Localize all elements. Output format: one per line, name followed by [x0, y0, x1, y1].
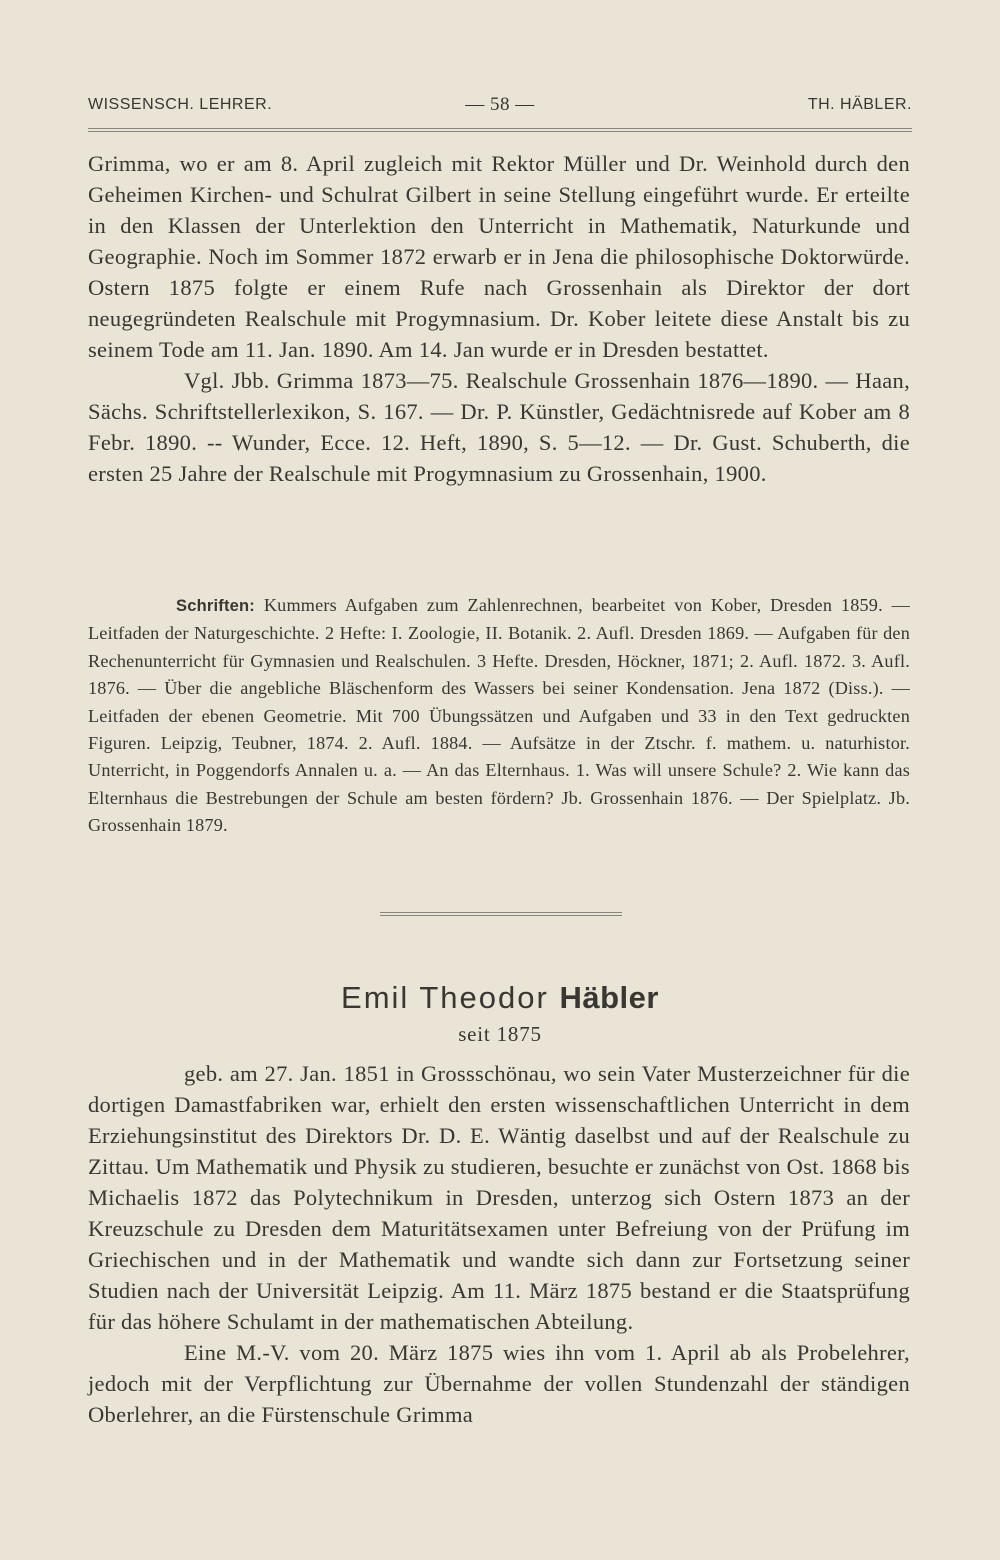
header-right: TH. HÄBLER. — [807, 96, 912, 113]
section-subtitle: seit 1875 — [458, 1022, 542, 1046]
section-divider — [380, 912, 622, 916]
haebler-paragraph-1: geb. am 27. Jan. 1851 in Grossschönau, wo sein Vater Musterzeichner für die dortigen Damastfabriken war, erhielt den ersten wissenschaftlichen Unterricht in dem Erziehungsinstitut des Direktors Dr. D. E. Wäntig daselbst und auf der Realschule zu Zittau. Um Mathematik und Physik zu studieren, besuchte er zunächst von Ost. 1868 bis Michaelis 1872 das Polytechnikum in Dresden, unterzog sich Ostern 1873 an der Kreuzschule zu Dresden dem Maturitätsexamen unter Befreiung von der Prüfung im Griechischen und in der Mathematik und wandte sich dann zur Fortsetzung seiner Studien nach der Universität Leipzig. Am 11. März 1875 bestand er die Staatsprüfung für das höhere Schulamt in der mathematischen Abteilung. — [88, 1061, 910, 1334]
kober-biography — [88, 148, 910, 489]
haebler-paragraph-2: Eine M.-V. vom 20. März 1875 wies ihn vom 1. April ab als Probelehrer, jedoch mit der Verpflichtung zur Übernahme der vollen Stundenzahl der ständigen Oberlehrer, an die Fürstenschule Grimma — [88, 1340, 910, 1427]
header-left: WISSENSCH. LEHRER. — [88, 96, 273, 113]
header-rule — [88, 128, 912, 132]
haebler-biography — [88, 1058, 910, 1430]
page-number: — 58 — — [465, 94, 535, 115]
title-given-names: Emil Theodor — [341, 980, 549, 1015]
schriften-label: Schriften: — [176, 597, 256, 615]
schriften-text: Kummers Aufgaben zum Zahlenrechnen, bearbeitet von Kober, Dresden 1859. — Leitfaden der Naturgeschichte. 2 Hefte: I. Zoologie, II. Botanik. 2. Aufl. Dresden 1869. — Aufgaben für den Rechenunterricht für Gymnasien und Realschulen. 3 Hefte. Dresden, Höckner, 1871; 2. Aufl. 1872. 3. Aufl. 1876. — Über die angebliche Bläschenform des Wassers bei seiner Kondensation. Jena 1872 (Diss.). — Leitfaden der ebenen Geometrie. Mit 700 Übungssätzen und Aufgaben und 33 in den Text gedruckten Figuren. Leipzig, Teubner, 1874. 2. Aufl. 1884. — Aufsätze in der Ztschr. f. mathem. u. naturhistor. Unterricht, in Poggendorfs Annalen u. a. — An das Elternhaus. 1. Was will unsere Schule? 2. Wie kann das Elternhaus die Bestrebungen der Schule am besten fördern? Jb. Grossenhain 1876. — Der Spielplatz. Jb. Grossenhain 1879. — [88, 595, 910, 836]
running-header — [88, 96, 912, 126]
kober-writings — [88, 592, 910, 840]
kober-paragraph-1: Grimma, wo er am 8. April zugleich mit Rektor Müller und Dr. Weinhold durch den Geheimen Kirchen- und Schulrat Gilbert in seine Stellung eingeführt wurde. Er erteilte in den Klassen der Unterlektion den Unterricht in Mathematik, Naturkunde und Geographie. Noch im Sommer 1872 erwarb er in Jena die philosophische Doktorwürde. Ostern 1875 folgte er einem Rufe nach Grossenhain als Direktor der dort neugegründeten Realschule mit Progymnasium. Dr. Kober leitete diese Anstalt bis zu seinem Tode am 11. Jan. 1890. Am 14. Jan wurde er in Dresden bestattet. — [88, 151, 910, 362]
section-title — [0, 980, 1000, 1016]
kober-references: Vgl. Jbb. Grimma 1873—75. Realschule Grossenhain 1876—1890. — Haan, Sächs. Schriftstellerlexikon, S. 167. — Dr. P. Künstler, Gedächtnisrede auf Kober am 8 Febr. 1890. -- Wunder, Ecce. 12. Heft, 1890, S. 5—12. — Dr. Gust. Schuberth, die ersten 25 Jahre der Realschule mit Progymnasium zu Grossenhain, 1900. — [88, 368, 910, 486]
title-surname: Häbler — [559, 980, 659, 1015]
